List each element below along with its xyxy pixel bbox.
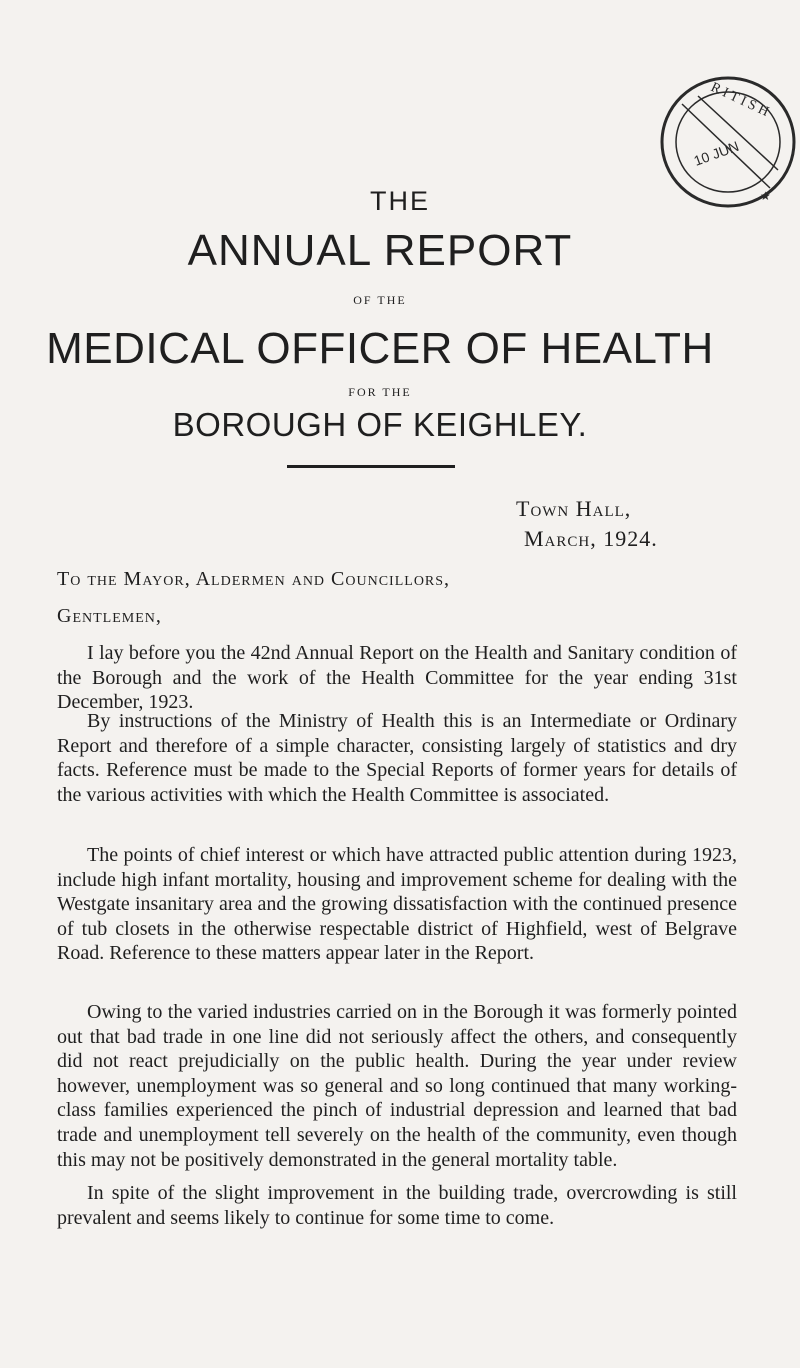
paragraph: Owing to the varied industries carried on in the Borough it was formerly pointed out that bad trade in one line did not seriously affect the others, and consequently did not react prejudicially on the public health. During the year under review however, unemployment was so general and so long continued that many working-class families experienced the pinch of industrial depression and learned that bad trade and unemployment tell severely on the health of the community, even though this may not be positively demonstrated in the general mortality table. (57, 1001, 737, 1171)
subtitle-of-the: OF THE (353, 293, 407, 307)
paragraph: The points of chief interest or which have attracted public attention during 1923, include high infant mortality, housing and improvement scheme for dealing with the Westgate insanitary area and the growing dissatisfaction with the continued presence of tub closets in the otherwise respectable district of Highfield, west of Belgrave Road. Reference to these matters appear later in the Report. (57, 844, 737, 965)
subtitle-for-the: FOR THE (348, 385, 412, 399)
title-medical-officer: MEDICAL OFFICER OF HEALTH (46, 324, 714, 373)
svg-text:R I T I S H: R I T I S H (708, 80, 771, 120)
paragraph: I lay before you the 42nd Annual Report on the Health and Sanitary condition of the Borough and the work of the Health Committee for the year ending 31st December, 1923. (57, 642, 737, 714)
paragraph: By instructions of the Ministry of Health this is an Intermediate or Ordinary Report and therefore of a simple character, consisting largely of statistics and dry facts. Reference must be made to the Special Reports of former years for details of the various activities with which the Health Committee is associated. (57, 710, 737, 806)
salutation: To the Mayor, Aldermen and Councillors, (57, 568, 451, 590)
greeting: Gentlemen, (57, 605, 162, 627)
svg-text:★: ★ (760, 189, 771, 203)
address-date: March, 1924. (524, 526, 658, 551)
title-divider (287, 465, 455, 468)
address-place: Town Hall, (516, 496, 632, 521)
paragraph: In spite of the slight improvement in the building trade, overcrowding is still prevalent and seems likely to continue for some time to come. (57, 1182, 737, 1229)
title-annual-report: ANNUAL REPORT (187, 226, 573, 275)
svg-text:10 JUN: 10 JUN (691, 137, 741, 169)
title-borough: BOROUGH OF KEIGHLEY. (172, 406, 588, 443)
title-the: THE (370, 186, 430, 216)
